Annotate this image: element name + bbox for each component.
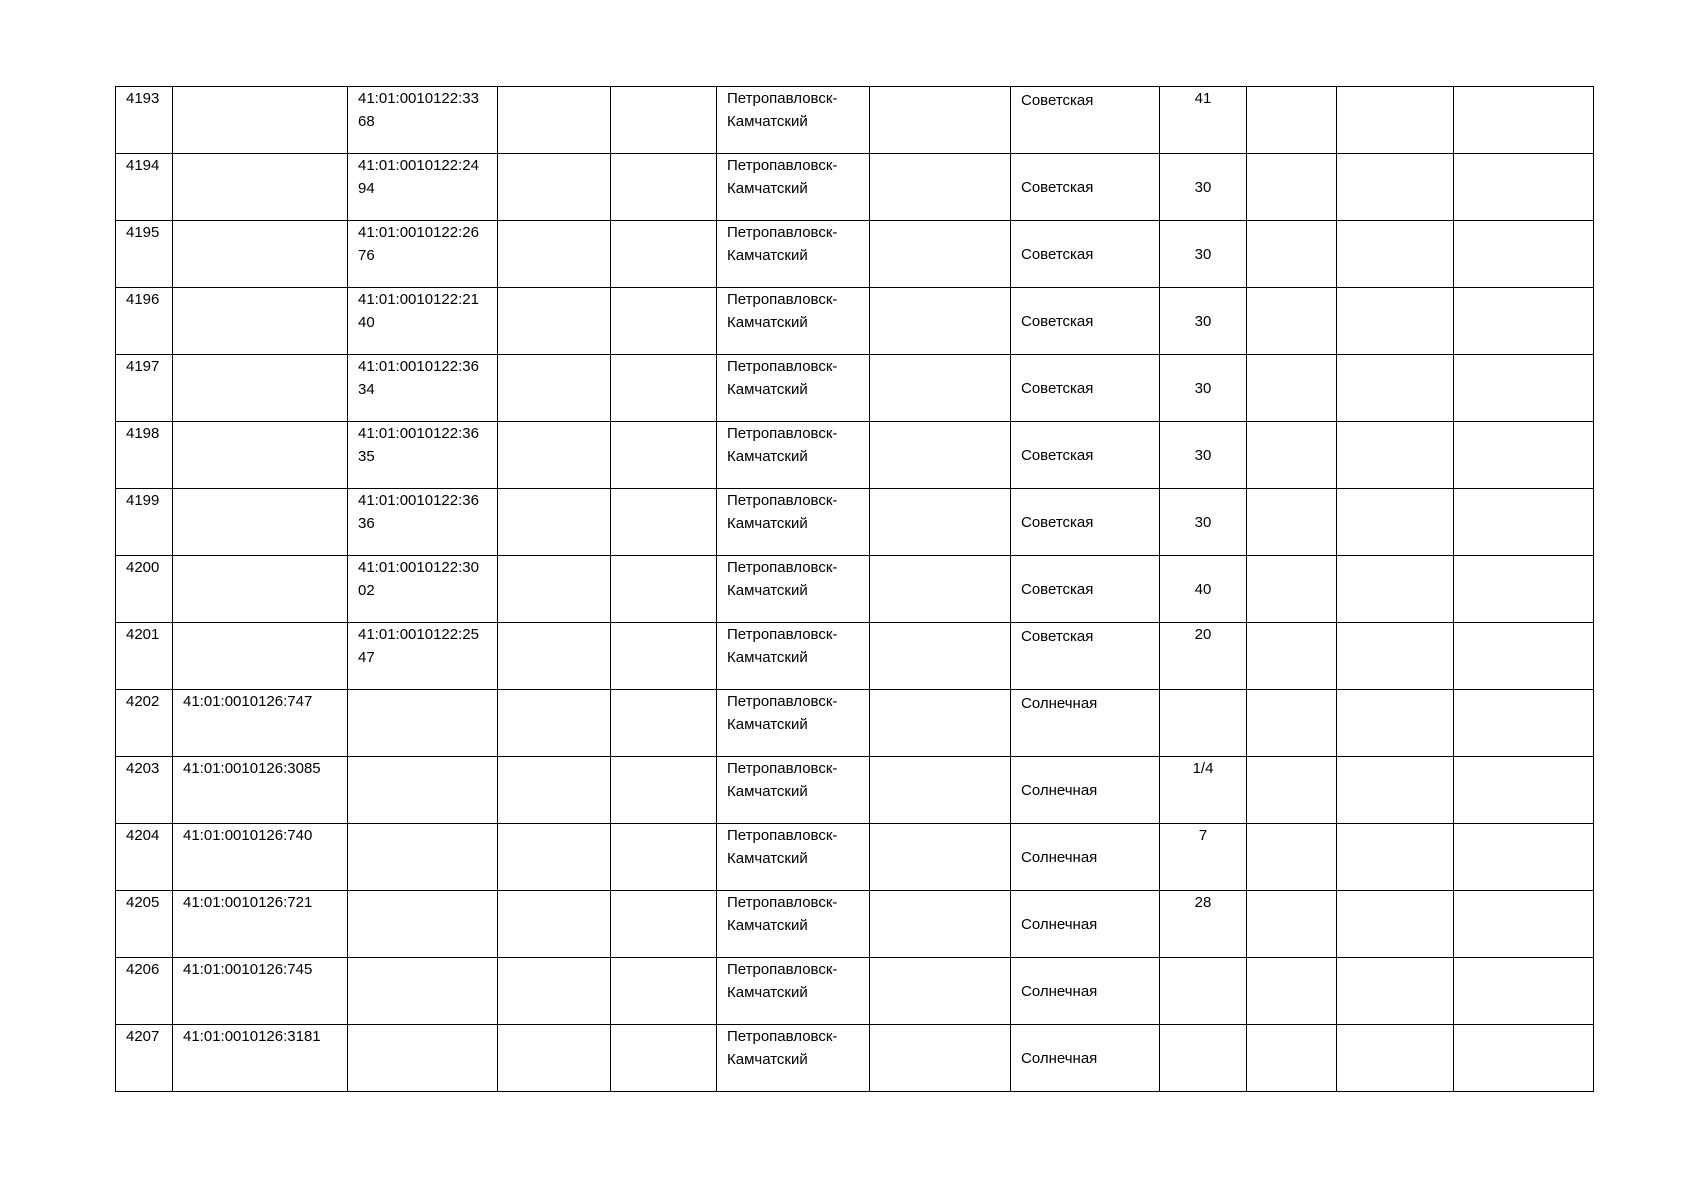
house-number-cell <box>1160 422 1247 489</box>
empty-cell <box>1454 288 1594 355</box>
city-name: Петропавловск-Камчатский <box>727 760 838 800</box>
building-cadastral-number: 41:01:0010122:3636 <box>358 492 479 532</box>
house-number-cell <box>1160 1025 1247 1092</box>
street-cell <box>1011 288 1160 355</box>
city-name: Петропавловск-Камчатский <box>727 693 838 733</box>
cadastral-number-cell <box>173 422 348 489</box>
street-name: Советская <box>1021 245 1094 263</box>
cadastral-number-cell <box>173 757 348 824</box>
building-cadastral-number-cell <box>348 891 498 958</box>
empty-cell <box>1337 757 1454 824</box>
street-cell <box>1011 757 1160 824</box>
building-cadastral-number-cell <box>348 757 498 824</box>
table-row <box>116 958 1594 1025</box>
city-name: Петропавловск-Камчатский <box>727 425 838 465</box>
building-cadastral-number: 41:01:0010122:3634 <box>358 358 479 398</box>
house-number: 40 <box>1194 580 1212 598</box>
building-cadastral-number-cell <box>348 221 498 288</box>
empty-cell <box>611 623 717 690</box>
table-row <box>116 355 1594 422</box>
building-cadastral-number-cell <box>348 87 498 154</box>
empty-cell <box>1454 87 1594 154</box>
house-number: 30 <box>1194 446 1212 464</box>
empty-cell <box>1454 221 1594 288</box>
row-number: 4198 <box>126 425 160 442</box>
empty-cell <box>870 690 1011 757</box>
table-row <box>116 623 1594 690</box>
empty-cell <box>1337 221 1454 288</box>
row-number: 4199 <box>126 492 160 509</box>
row-number: 4194 <box>126 157 160 174</box>
street-name: Советская <box>1021 92 1094 109</box>
house-number: 30 <box>1194 312 1212 330</box>
house-number: 30 <box>1194 513 1212 531</box>
house-number: 1/4 <box>1192 760 1214 777</box>
empty-cell <box>1247 221 1337 288</box>
empty-cell <box>498 824 611 891</box>
empty-cell <box>1247 690 1337 757</box>
city-cell <box>717 355 870 422</box>
empty-cell <box>611 489 717 556</box>
empty-cell <box>1247 87 1337 154</box>
row-number: 4206 <box>126 961 160 978</box>
house-number-cell <box>1160 87 1247 154</box>
empty-cell <box>498 556 611 623</box>
table-row <box>116 221 1594 288</box>
empty-cell <box>870 1025 1011 1092</box>
row-number-cell <box>116 355 173 422</box>
empty-cell <box>870 489 1011 556</box>
cadastral-number-cell <box>173 87 348 154</box>
row-number-cell <box>116 221 173 288</box>
city-cell <box>717 1025 870 1092</box>
empty-cell <box>1337 623 1454 690</box>
empty-cell <box>498 87 611 154</box>
row-number-cell <box>116 1025 173 1092</box>
building-cadastral-number: 41:01:0010122:3368 <box>358 90 479 130</box>
empty-cell <box>1247 891 1337 958</box>
city-cell <box>717 154 870 221</box>
city-cell <box>717 87 870 154</box>
row-number: 4203 <box>126 760 160 777</box>
empty-cell <box>1247 154 1337 221</box>
row-number-cell <box>116 690 173 757</box>
empty-cell <box>1454 355 1594 422</box>
empty-cell <box>611 891 717 958</box>
city-cell <box>717 489 870 556</box>
empty-cell <box>1337 87 1454 154</box>
empty-cell <box>870 556 1011 623</box>
empty-cell <box>498 422 611 489</box>
row-number: 4193 <box>126 90 160 107</box>
house-number-cell <box>1160 891 1247 958</box>
street-cell <box>1011 489 1160 556</box>
street-cell <box>1011 623 1160 690</box>
table-row <box>116 288 1594 355</box>
registry-table-body <box>116 87 1594 1092</box>
empty-cell <box>611 757 717 824</box>
street-cell <box>1011 690 1160 757</box>
empty-cell <box>870 757 1011 824</box>
empty-cell <box>1337 154 1454 221</box>
house-number-cell <box>1160 958 1247 1025</box>
building-cadastral-number-cell <box>348 1025 498 1092</box>
empty-cell <box>870 891 1011 958</box>
row-number-cell <box>116 87 173 154</box>
row-number: 4195 <box>126 224 160 241</box>
building-cadastral-number: 41:01:0010122:2140 <box>358 291 479 331</box>
empty-cell <box>1247 958 1337 1025</box>
building-cadastral-number-cell <box>348 489 498 556</box>
city-cell <box>717 958 870 1025</box>
empty-cell <box>1454 556 1594 623</box>
house-number-cell <box>1160 154 1247 221</box>
table-row <box>116 891 1594 958</box>
empty-cell <box>611 355 717 422</box>
street-cell <box>1011 1025 1160 1092</box>
empty-cell <box>1337 1025 1454 1092</box>
empty-cell <box>1247 556 1337 623</box>
empty-cell <box>1454 690 1594 757</box>
city-cell <box>717 221 870 288</box>
empty-cell <box>870 958 1011 1025</box>
empty-cell <box>498 891 611 958</box>
building-cadastral-number-cell <box>348 288 498 355</box>
street-name: Солнечная <box>1021 781 1098 799</box>
cadastral-number-cell <box>173 288 348 355</box>
table-row <box>116 422 1594 489</box>
empty-cell <box>1337 422 1454 489</box>
row-number-cell <box>116 958 173 1025</box>
row-number-cell <box>116 891 173 958</box>
table-row <box>116 489 1594 556</box>
empty-cell <box>1454 757 1594 824</box>
building-cadastral-number: 41:01:0010122:2547 <box>358 626 479 666</box>
empty-cell <box>1337 355 1454 422</box>
empty-cell <box>611 154 717 221</box>
empty-cell <box>1337 489 1454 556</box>
cadastral-number: 41:01:0010126:3181 <box>183 1028 321 1045</box>
cadastral-number-cell <box>173 556 348 623</box>
city-cell <box>717 288 870 355</box>
building-cadastral-number: 41:01:0010122:3635 <box>358 425 479 465</box>
street-name: Советская <box>1021 513 1094 531</box>
empty-cell <box>498 623 611 690</box>
table-row <box>116 824 1594 891</box>
city-name: Петропавловск-Камчатский <box>727 1028 838 1068</box>
house-number-cell <box>1160 824 1247 891</box>
street-cell <box>1011 422 1160 489</box>
empty-cell <box>1454 623 1594 690</box>
registry-table <box>115 86 1594 1092</box>
empty-cell <box>1247 1025 1337 1092</box>
empty-cell <box>498 690 611 757</box>
street-name: Солнечная <box>1021 848 1098 866</box>
row-number: 4197 <box>126 358 160 375</box>
empty-cell <box>1337 958 1454 1025</box>
empty-cell <box>611 1025 717 1092</box>
empty-cell <box>1247 355 1337 422</box>
cadastral-number: 41:01:0010126:3085 <box>183 760 321 777</box>
street-cell <box>1011 891 1160 958</box>
empty-cell <box>1337 556 1454 623</box>
house-number: 30 <box>1194 379 1212 397</box>
empty-cell <box>498 288 611 355</box>
empty-cell <box>1454 824 1594 891</box>
street-name: Советская <box>1021 580 1094 598</box>
street-name: Солнечная <box>1021 915 1098 933</box>
empty-cell <box>611 221 717 288</box>
table-row <box>116 757 1594 824</box>
city-cell <box>717 824 870 891</box>
city-name: Петропавловск-Камчатский <box>727 90 838 130</box>
city-name: Петропавловск-Камчатский <box>727 827 838 867</box>
cadastral-number-cell <box>173 221 348 288</box>
house-number-cell <box>1160 355 1247 422</box>
city-name: Петропавловск-Камчатский <box>727 157 838 197</box>
empty-cell <box>498 154 611 221</box>
building-cadastral-number-cell <box>348 154 498 221</box>
street-name: Советская <box>1021 628 1094 645</box>
row-number: 4201 <box>126 626 160 643</box>
empty-cell <box>1247 422 1337 489</box>
cadastral-number-cell <box>173 489 348 556</box>
row-number-cell <box>116 288 173 355</box>
house-number-cell <box>1160 757 1247 824</box>
building-cadastral-number-cell <box>348 623 498 690</box>
empty-cell <box>498 757 611 824</box>
cadastral-number-cell <box>173 623 348 690</box>
row-number: 4204 <box>126 827 160 844</box>
building-cadastral-number-cell <box>348 824 498 891</box>
empty-cell <box>611 556 717 623</box>
street-cell <box>1011 355 1160 422</box>
street-name: Солнечная <box>1021 982 1098 1000</box>
cadastral-number-cell <box>173 154 348 221</box>
empty-cell <box>611 958 717 1025</box>
empty-cell <box>611 422 717 489</box>
house-number: 20 <box>1194 626 1212 643</box>
empty-cell <box>1247 489 1337 556</box>
city-cell <box>717 422 870 489</box>
empty-cell <box>498 489 611 556</box>
empty-cell <box>1454 489 1594 556</box>
street-cell <box>1011 221 1160 288</box>
house-number-cell <box>1160 556 1247 623</box>
city-cell <box>717 690 870 757</box>
cadastral-number: 41:01:0010126:745 <box>183 961 313 978</box>
cadastral-number: 41:01:0010126:721 <box>183 894 313 911</box>
empty-cell <box>870 288 1011 355</box>
row-number-cell <box>116 556 173 623</box>
cadastral-number-cell <box>173 958 348 1025</box>
building-cadastral-number-cell <box>348 556 498 623</box>
table-row <box>116 87 1594 154</box>
cadastral-number: 41:01:0010126:747 <box>183 693 313 710</box>
street-name: Советская <box>1021 379 1094 397</box>
empty-cell <box>1337 288 1454 355</box>
house-number-cell <box>1160 623 1247 690</box>
house-number: 41 <box>1194 90 1212 107</box>
empty-cell <box>870 355 1011 422</box>
cadastral-number-cell <box>173 891 348 958</box>
empty-cell <box>1247 824 1337 891</box>
city-name: Петропавловск-Камчатский <box>727 291 838 331</box>
cadastral-number-cell <box>173 824 348 891</box>
city-name: Петропавловск-Камчатский <box>727 626 838 666</box>
row-number: 4196 <box>126 291 160 308</box>
building-cadastral-number-cell <box>348 422 498 489</box>
empty-cell <box>1247 757 1337 824</box>
street-name: Солнечная <box>1021 1049 1098 1067</box>
building-cadastral-number-cell <box>348 690 498 757</box>
house-number-cell <box>1160 690 1247 757</box>
cadastral-number-cell <box>173 690 348 757</box>
row-number-cell <box>116 623 173 690</box>
house-number: 30 <box>1194 245 1212 263</box>
city-cell <box>717 623 870 690</box>
row-number: 4205 <box>126 894 160 911</box>
empty-cell <box>1337 824 1454 891</box>
street-cell <box>1011 154 1160 221</box>
city-cell <box>717 891 870 958</box>
empty-cell <box>870 154 1011 221</box>
street-cell <box>1011 958 1160 1025</box>
city-name: Петропавловск-Камчатский <box>727 961 838 1001</box>
empty-cell <box>498 1025 611 1092</box>
empty-cell <box>1337 690 1454 757</box>
row-number-cell <box>116 154 173 221</box>
city-name: Петропавловск-Камчатский <box>727 358 838 398</box>
empty-cell <box>870 221 1011 288</box>
empty-cell <box>611 288 717 355</box>
empty-cell <box>1247 288 1337 355</box>
empty-cell <box>498 221 611 288</box>
table-row <box>116 690 1594 757</box>
house-number-cell <box>1160 489 1247 556</box>
street-name: Советская <box>1021 178 1094 196</box>
street-cell <box>1011 824 1160 891</box>
empty-cell <box>1337 891 1454 958</box>
city-cell <box>717 757 870 824</box>
empty-cell <box>611 87 717 154</box>
building-cadastral-number: 41:01:0010122:2676 <box>358 224 479 264</box>
house-number: 28 <box>1194 894 1212 911</box>
building-cadastral-number: 41:01:0010122:2494 <box>358 157 479 197</box>
empty-cell <box>870 422 1011 489</box>
house-number-cell <box>1160 288 1247 355</box>
city-cell <box>717 556 870 623</box>
empty-cell <box>1454 958 1594 1025</box>
empty-cell <box>498 958 611 1025</box>
street-name: Советская <box>1021 446 1094 464</box>
row-number: 4202 <box>126 693 160 710</box>
house-number: 7 <box>1198 827 1208 844</box>
city-name: Петропавловск-Камчатский <box>727 894 838 934</box>
row-number-cell <box>116 489 173 556</box>
empty-cell <box>1454 422 1594 489</box>
building-cadastral-number-cell <box>348 958 498 1025</box>
street-cell <box>1011 87 1160 154</box>
row-number-cell <box>116 824 173 891</box>
street-name: Солнечная <box>1021 695 1098 712</box>
row-number: 4200 <box>126 559 160 576</box>
table-row <box>116 1025 1594 1092</box>
empty-cell <box>870 824 1011 891</box>
table-row <box>116 154 1594 221</box>
empty-cell <box>870 623 1011 690</box>
building-cadastral-number-cell <box>348 355 498 422</box>
house-number: 30 <box>1194 178 1212 196</box>
cadastral-number-cell <box>173 1025 348 1092</box>
empty-cell <box>611 690 717 757</box>
cadastral-number-cell <box>173 355 348 422</box>
city-name: Петропавловск-Камчатский <box>727 559 838 599</box>
street-cell <box>1011 556 1160 623</box>
row-number-cell <box>116 757 173 824</box>
empty-cell <box>611 824 717 891</box>
cadastral-number: 41:01:0010126:740 <box>183 827 313 844</box>
empty-cell <box>1454 891 1594 958</box>
table-row <box>116 556 1594 623</box>
house-number-cell <box>1160 221 1247 288</box>
city-name: Петропавловск-Камчатский <box>727 224 838 264</box>
building-cadastral-number: 41:01:0010122:3002 <box>358 559 479 599</box>
city-name: Петропавловск-Камчатский <box>727 492 838 532</box>
street-name: Советская <box>1021 312 1094 330</box>
row-number: 4207 <box>126 1028 160 1045</box>
empty-cell <box>1454 154 1594 221</box>
empty-cell <box>870 87 1011 154</box>
empty-cell <box>498 355 611 422</box>
empty-cell <box>1247 623 1337 690</box>
row-number-cell <box>116 422 173 489</box>
empty-cell <box>1454 1025 1594 1092</box>
